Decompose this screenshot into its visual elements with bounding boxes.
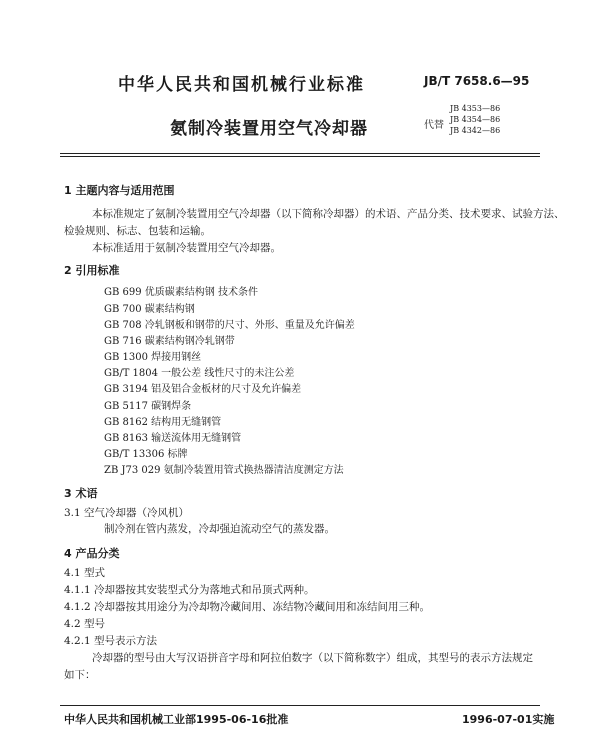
standard-code: JB/T 7658.6—95 bbox=[424, 74, 530, 88]
reference-item: GB 8163 输送流体用无缝钢管 bbox=[104, 433, 242, 444]
clause-4-2-1-text: 冷却器的型号由大写汉语拼音字母和阿拉伯数字（以下简称数字）组成，其型号的表示方法规定 bbox=[92, 652, 533, 664]
clause-4-2: 4.2 型号 bbox=[64, 618, 106, 630]
reference-item: GB 716 碳素结构钢冷轧钢带 bbox=[104, 336, 235, 347]
header-rule-2 bbox=[60, 156, 540, 157]
section-1-paragraph-1-cont: 检验规则、标志、包装和运输。 bbox=[64, 225, 211, 237]
replaced-standard: JB 4353—86 bbox=[450, 104, 501, 113]
section-3-heading: 3 术语 bbox=[64, 487, 98, 500]
clause-4-1-2: 4.1.2 冷却器按其用途分为冷却物冷藏间用、冻结物冷藏间用和冻结间用三种。 bbox=[64, 601, 431, 613]
reference-item: GB 700 碳素结构钢 bbox=[104, 304, 195, 315]
implementation-date: 1996-07-01实施 bbox=[462, 713, 555, 726]
reference-item: GB/T 13306 标牌 bbox=[104, 449, 188, 460]
header-rule bbox=[60, 153, 540, 154]
replaces-list bbox=[450, 103, 500, 136]
term-3-1-definition: 制冷剂在管内蒸发，冷却强迫流动空气的蒸发器。 bbox=[104, 523, 335, 535]
reference-item: GB 708 冷轧钢板和钢带的尺寸、外形、重量及允许偏差 bbox=[104, 320, 355, 331]
reference-item: GB 1300 焊接用钢丝 bbox=[104, 352, 202, 363]
reference-item: GB 5117 碳钢焊条 bbox=[104, 401, 192, 412]
clause-4-1-1: 4.1.1 冷却器按其安装型式分为落地式和吊顶式两种。 bbox=[64, 584, 315, 596]
section-4-heading: 4 产品分类 bbox=[64, 547, 120, 560]
header-org-title: 中华人民共和国机械行业标准 bbox=[118, 75, 365, 95]
approval-date: 中华人民共和国机械工业部1995-06-16批准 bbox=[64, 713, 289, 726]
reference-item: ZB J73 029 氨制冷装置用管式换热器清洁度测定方法 bbox=[104, 465, 344, 476]
section-1-paragraph-2: 本标准适用于氨制冷装置用空气冷却器。 bbox=[92, 242, 281, 254]
clause-4-2-1: 4.2.1 型号表示方法 bbox=[64, 635, 158, 647]
section-2-heading: 2 引用标准 bbox=[64, 264, 120, 277]
reference-item: GB 3194 铝及铝合金板材的尺寸及允许偏差 bbox=[104, 384, 302, 395]
clause-4-2-1-text-cont: 如下： bbox=[64, 669, 96, 681]
reference-item: GB/T 1804 一般公差 线性尺寸的未注公差 bbox=[104, 368, 295, 379]
term-3-1: 3.1 空气冷却器（冷风机） bbox=[64, 507, 190, 519]
footer-rule bbox=[60, 705, 540, 706]
reference-item: GB 8162 结构用无缝钢管 bbox=[104, 417, 222, 428]
clause-4-1: 4.1 型式 bbox=[64, 567, 106, 579]
reference-item: GB 699 优质碳素结构钢 技术条件 bbox=[104, 287, 258, 298]
section-1-heading: 1 主题内容与适用范围 bbox=[64, 184, 175, 197]
section-1-paragraph-1: 本标准规定了氨制冷装置用空气冷却器（以下简称冷却器）的术语、产品分类、技术要求、试验方法、 bbox=[92, 208, 565, 220]
replaced-standard: JB 4342—86 bbox=[450, 126, 501, 135]
replaced-standard: JB 4354—86 bbox=[450, 115, 501, 124]
document-title: 氨制冷装置用空气冷却器 bbox=[170, 119, 368, 139]
replaces-label: 代替 bbox=[424, 120, 444, 131]
